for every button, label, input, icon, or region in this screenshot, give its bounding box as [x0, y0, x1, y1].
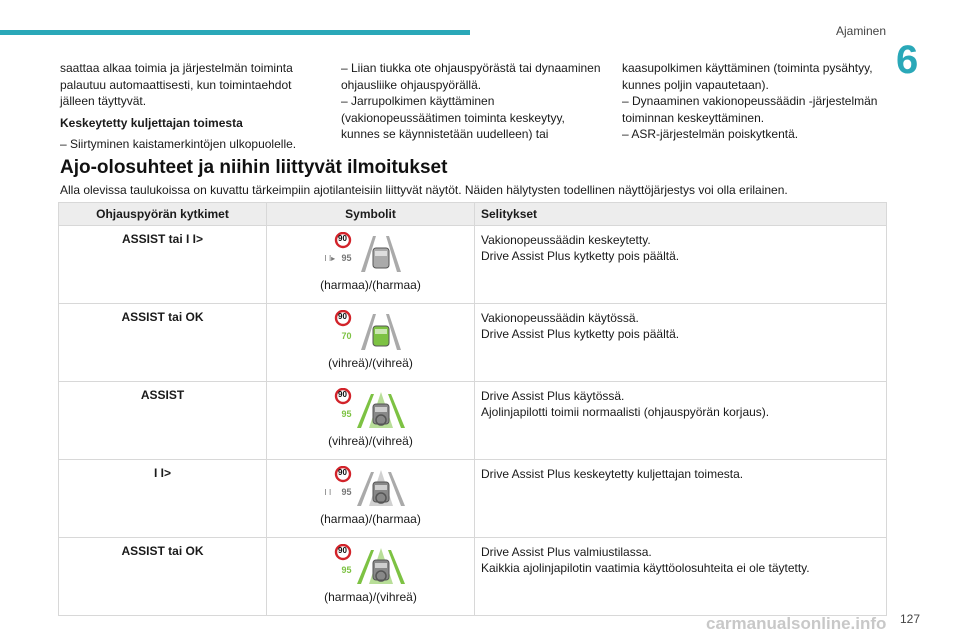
- cruise-symbol: [331, 544, 411, 586]
- set-speed-value: 95: [341, 565, 352, 575]
- description-cell: [475, 460, 887, 538]
- cruise-symbol: [331, 310, 411, 352]
- switch-cell: [59, 538, 267, 616]
- section-intro: Alla olevissa taulukoissa on kuvattu tärkeimpiin ajotilanteisiin liittyvät näytöt. Näiden hälytysten todellinen näyttöjärjestys voi olla erilainen.: [60, 183, 788, 197]
- symbol-cell: [267, 226, 475, 304]
- speed-limit-value: 90: [338, 468, 347, 477]
- list-item: – Dynaaminen vakionopeussäädin -järjestelmän toiminnan keskeyttäminen.: [622, 94, 878, 125]
- description-cell: [475, 382, 887, 460]
- switch-label: ASSIST: [140, 388, 185, 402]
- set-speed-value: 95: [341, 253, 352, 263]
- switch-label: ASSIST tai OK: [121, 544, 204, 558]
- switch-cell: [59, 460, 267, 538]
- symbol-cell: [267, 460, 475, 538]
- paused-indicator: I I: [324, 488, 332, 497]
- symbol-caption: (vihreä)/(vihreä): [328, 434, 413, 448]
- cruise-symbol: [324, 232, 411, 274]
- switch-cell: [59, 304, 267, 382]
- switch-label: I I>: [153, 466, 171, 480]
- description-line: Drive Assist Plus keskeytetty kuljettajan toimesta.: [481, 467, 744, 481]
- subheading: Keskeytetty kuljettajan toimesta: [60, 115, 243, 130]
- paused-indicator: I I▸: [324, 254, 336, 263]
- table-row: [59, 460, 887, 538]
- list-item: – Siirtyminen kaistamerkintöjen ulkopuolelle.: [60, 137, 297, 151]
- chapter-number: 6: [896, 38, 919, 82]
- description-line: Ajolinjapilotti toimii normaalisti (ohjauspyörän korjaus).: [481, 405, 770, 419]
- text-column-3: [622, 60, 892, 143]
- speed-limit-value: 90: [338, 312, 347, 321]
- list-item: – ASR-järjestelmän poiskytkentä.: [622, 127, 799, 141]
- description-line: Drive Assist Plus kytketty pois päältä.: [481, 249, 680, 263]
- description-line: Drive Assist Plus valmiustilassa.: [481, 545, 652, 559]
- list-item: – Jarrupolkimen käyttäminen (vakionopeussäätimen toiminta keskeytyy, kunnes se käynnistetään uudelleen) tai: [341, 94, 565, 141]
- set-speed-value: 95: [341, 487, 352, 497]
- display-table: [58, 202, 887, 616]
- set-speed-value: 70: [341, 331, 352, 341]
- section-title: Ajo-olosuhteet ja niihin liittyvät ilmoitukset: [60, 157, 448, 178]
- description-cell: [475, 538, 887, 616]
- header-symbols: Symbolit: [267, 203, 475, 226]
- speed-limit-value: 90: [338, 390, 347, 399]
- header-accent-bar: [0, 30, 470, 35]
- page-number: 127: [899, 612, 920, 626]
- switch-label: ASSIST tai OK: [121, 310, 204, 324]
- header-switches: Ohjauspyörän kytkimet: [59, 203, 267, 226]
- description-line: Drive Assist Plus käytössä.: [481, 389, 625, 403]
- table-row: [59, 538, 887, 616]
- table-row: [59, 382, 887, 460]
- header-descriptions: Selitykset: [475, 203, 887, 226]
- text-column-2: [341, 60, 606, 143]
- switch-cell: [59, 382, 267, 460]
- symbol-caption: (harmaa)/(vihreä): [324, 590, 417, 604]
- watermark: carmanualsonline.info: [706, 614, 887, 633]
- symbol-caption: (harmaa)/(harmaa): [320, 512, 421, 526]
- speed-limit-value: 90: [338, 234, 347, 243]
- switch-cell: [59, 226, 267, 304]
- paragraph: saattaa alkaa toimia ja järjestelmän toiminta palautuu automaattisesti, kun toimintaehdot jälleen täyttyvät.: [60, 61, 293, 108]
- symbol-caption: (vihreä)/(vihreä): [328, 356, 413, 370]
- switch-label: ASSIST tai I I>: [121, 232, 204, 246]
- text-column-1: [60, 60, 325, 153]
- symbol-cell: [267, 538, 475, 616]
- cruise-symbol: [324, 466, 411, 508]
- description-line: Vakionopeussäädin käytössä.: [481, 311, 639, 325]
- description-line: Drive Assist Plus kytketty pois päältä.: [481, 327, 680, 341]
- table-row: [59, 226, 887, 304]
- section-name: Ajaminen: [835, 24, 886, 38]
- paragraph: kaasupolkimen käyttäminen (toiminta pysähtyy, kunnes poljin vapautetaan).: [622, 61, 873, 92]
- description-cell: [475, 226, 887, 304]
- description-line: Vakionopeussäädin keskeytetty.: [481, 233, 651, 247]
- set-speed-value: 95: [341, 409, 352, 419]
- speed-limit-value: 90: [338, 546, 347, 555]
- table-header-row: [59, 203, 887, 226]
- symbol-cell: [267, 304, 475, 382]
- symbol-caption: (harmaa)/(harmaa): [320, 278, 421, 292]
- cruise-symbol: [331, 388, 411, 430]
- list-item: – Liian tiukka ote ohjauspyörästä tai dynaaminen ohjausliike ohjauspyörällä.: [341, 61, 601, 92]
- symbol-cell: [267, 382, 475, 460]
- description-line: Kaikkia ajolinjapilotin vaatimia käyttöolosuhteita ei ole täytetty.: [481, 561, 810, 575]
- description-cell: [475, 304, 887, 382]
- table-row: [59, 304, 887, 382]
